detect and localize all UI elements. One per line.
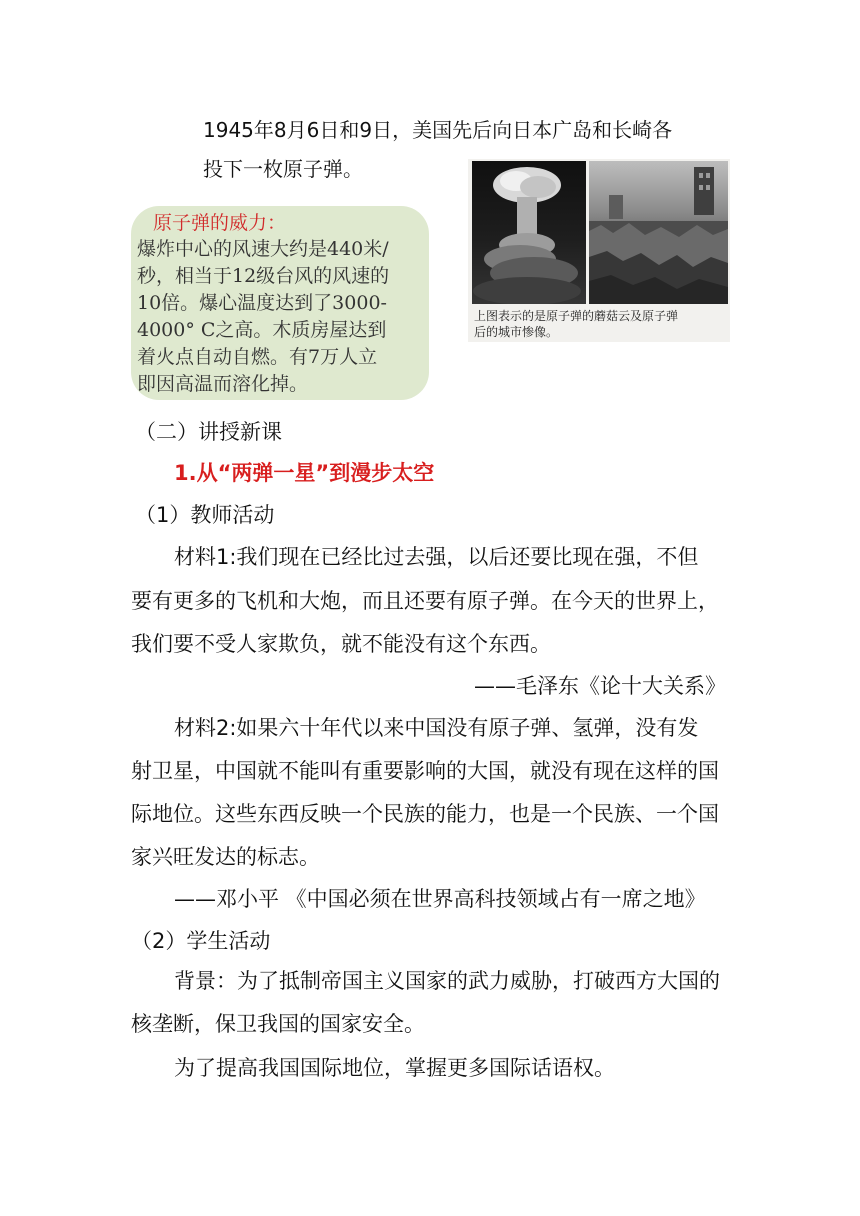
material1-source: ——毛泽东《论十大关系》 [474, 674, 726, 698]
background-line: 核垄断，保卫我国的国家安全。 [131, 1012, 425, 1036]
photo-caption-line: 后的城市惨像。 [474, 325, 559, 339]
section-heading: （二）讲授新课 [135, 420, 282, 444]
city-ruins-image [589, 161, 728, 304]
material1-line: 要有更多的飞机和大炮，而且还要有原子弹。在今天的世界上， [131, 589, 719, 613]
material2-line: 家兴旺发达的标志。 [131, 845, 320, 869]
background-line: 背景：为了抵制帝国主义国家的武力威胁，打破西方大国的 [174, 969, 720, 993]
callout-line: 4000° C之高。木质房屋达到 [137, 319, 387, 341]
atomic-bomb-power-callout [131, 206, 429, 400]
callout-line: 爆炸中心的风速大约是440米/ [137, 238, 389, 260]
callout-line: 即因高温而溶化掉。 [137, 373, 309, 395]
callout-line: 着火点自动自燃。有7万人立 [137, 346, 378, 368]
material2-line: 际地位。这些东西反映一个民族的能力，也是一个民族、一个国 [131, 802, 719, 826]
photo-panel [468, 159, 730, 342]
student-activity-heading: （2）学生活动 [131, 929, 271, 953]
material2-line: 材料2:如果六十年代以来中国没有原子弹、氢弹，没有发 [174, 716, 699, 740]
intro-line-2: 投下一枚原子弹。 [203, 157, 363, 181]
material2-source: ——邓小平 《中国必须在世界高科技领域占有一席之地》 [174, 887, 706, 911]
intro-line-1: 1945年8月6日和9日，美国先后向日本广岛和长崎各 [203, 118, 673, 142]
lesson-subheading: 1.从“两弹一星”到漫步太空 [174, 461, 435, 485]
mushroom-cloud-image [472, 161, 586, 304]
material1-line: 材料1:我们现在已经比过去强，以后还要比现在强，不但 [174, 545, 699, 569]
photo-caption-line: 上图表示的是原子弹的蘑菇云及原子弹 [474, 309, 679, 323]
material1-line: 我们要不受人家欺负，就不能没有这个东西。 [131, 632, 551, 656]
callout-title: 原子弹的威力： [153, 212, 287, 234]
purpose-line: 为了提高我国国际地位，掌握更多国际话语权。 [174, 1056, 615, 1080]
material2-line: 射卫星，中国就不能叫有重要影响的大国，就没有现在这样的国 [131, 759, 719, 783]
callout-line: 10倍。爆心温度达到了3000- [137, 292, 387, 314]
teacher-activity-heading: （1）教师活动 [135, 503, 275, 527]
callout-line: 秒，相当于12级台风的风速的 [137, 265, 390, 287]
